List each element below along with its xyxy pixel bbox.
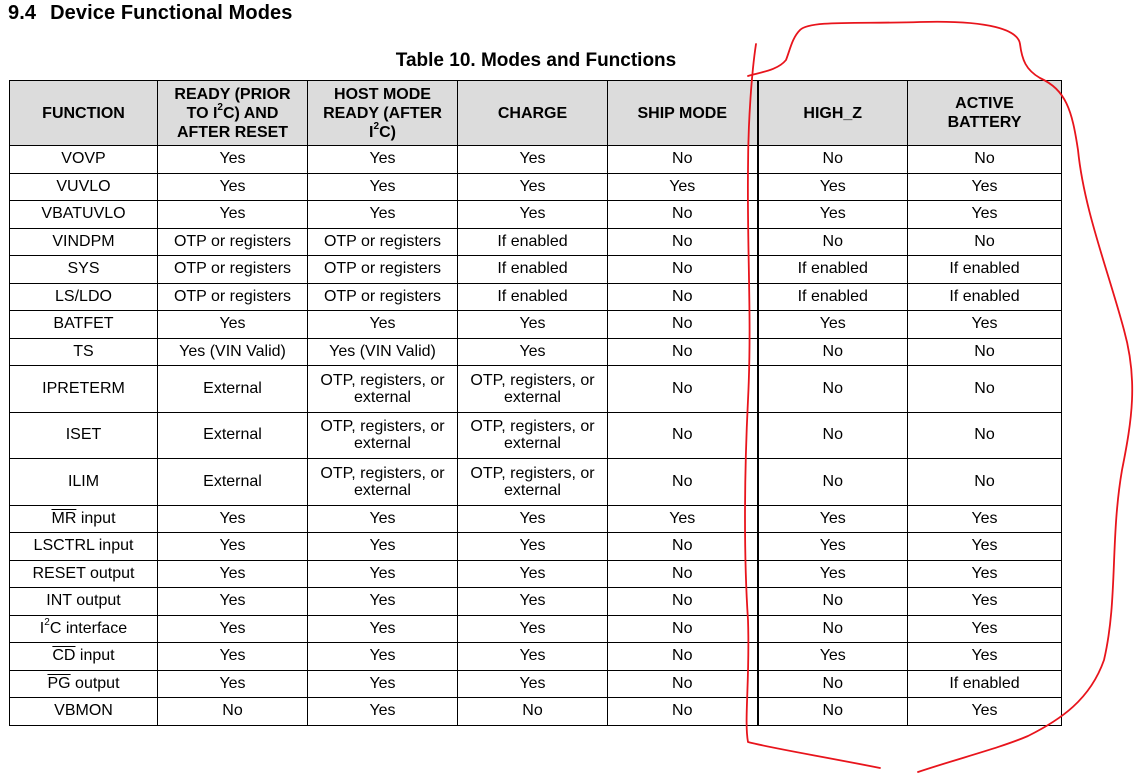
- table-title: Table 10. Modes and Functions: [395, 50, 677, 71]
- table-row: [10, 228, 1062, 256]
- value-cell: If enabled: [458, 283, 608, 311]
- header-ready-line2b: C) AND: [222, 104, 279, 122]
- value-cell: Yes: [758, 173, 908, 201]
- function-superscript: 2: [44, 617, 50, 629]
- table-row: [10, 366, 1062, 413]
- overbar-signal-name: $\overline{CD}$: [52, 647, 76, 665]
- value-cell: If enabled: [908, 670, 1062, 698]
- overbar-signal-name: $\overline{PG}$: [47, 674, 71, 692]
- value-cell: Yes: [308, 311, 458, 339]
- value-cell: No: [758, 228, 908, 256]
- function-cell: [10, 505, 158, 533]
- function-cell: VOVP: [10, 146, 158, 174]
- value-cell: No: [758, 412, 908, 459]
- value-cell: No: [758, 146, 908, 174]
- value-cell: Yes: [758, 201, 908, 229]
- table-row: [10, 459, 1062, 506]
- function-cell: [10, 615, 158, 643]
- header-host-line1: HOST MODE: [334, 85, 431, 103]
- value-cell: No: [608, 670, 758, 698]
- table-row: [10, 173, 1062, 201]
- value-cell: Yes: [908, 560, 1062, 588]
- value-cell: Yes: [458, 588, 608, 616]
- value-cell: No: [458, 698, 608, 726]
- value-cell: Yes: [458, 201, 608, 229]
- header-host-sup: 2: [373, 121, 380, 133]
- value-cell: If enabled: [458, 256, 608, 284]
- value-cell: Yes: [458, 670, 608, 698]
- header-ready-line1: READY (PRIOR: [174, 85, 291, 103]
- value-cell: Yes: [308, 173, 458, 201]
- function-cell: LS/LDO: [10, 283, 158, 311]
- function-suffix: output: [70, 674, 120, 692]
- value-cell: Yes: [908, 311, 1062, 339]
- value-cell: No: [608, 311, 758, 339]
- table-row: [10, 643, 1062, 671]
- value-cell: Yes: [458, 338, 608, 366]
- value-line: OTP, registers, or: [320, 418, 445, 436]
- value-cell: No: [908, 338, 1062, 366]
- function-suffix: input: [75, 647, 115, 665]
- value-cell: Yes: [458, 533, 608, 561]
- value-cell: No: [608, 338, 758, 366]
- value-cell: OTP or registers: [308, 256, 458, 284]
- function-suffix: input: [76, 509, 116, 527]
- value-line: OTP, registers, or: [470, 464, 595, 482]
- value-cell: No: [758, 588, 908, 616]
- value-cell: If enabled: [758, 283, 908, 311]
- table-row: [10, 698, 1062, 726]
- header-active-battery: [908, 81, 1062, 146]
- value-cell: Yes: [308, 146, 458, 174]
- value-cell: No: [758, 615, 908, 643]
- value-cell: No: [608, 412, 758, 459]
- overbar-signal-name: $\overline{MR}$: [51, 509, 77, 527]
- value-cell: Yes: [908, 173, 1062, 201]
- value-cell: No: [608, 615, 758, 643]
- value-cell: Yes: [308, 588, 458, 616]
- header-function: [10, 81, 158, 146]
- value-cell: Yes: [908, 698, 1062, 726]
- value-cell: Yes: [908, 505, 1062, 533]
- table-row: [10, 670, 1062, 698]
- value-cell: No: [608, 201, 758, 229]
- value-cell: No: [608, 560, 758, 588]
- value-cell: Yes: [608, 505, 758, 533]
- function-cell: SYS: [10, 256, 158, 284]
- value-cell: [458, 412, 608, 459]
- table-row: [10, 615, 1062, 643]
- value-cell: OTP or registers: [158, 228, 308, 256]
- value-cell: If enabled: [908, 283, 1062, 311]
- function-cell: LSCTRL input: [10, 533, 158, 561]
- function-cell: IPRETERM: [10, 366, 158, 413]
- value-cell: No: [758, 338, 908, 366]
- value-cell: Yes: [158, 533, 308, 561]
- section-number: 9.4: [8, 2, 37, 24]
- value-cell: No: [608, 366, 758, 413]
- value-cell: Yes: [308, 698, 458, 726]
- value-cell: [308, 366, 458, 413]
- value-cell: Yes: [458, 643, 608, 671]
- value-cell: Yes: [308, 201, 458, 229]
- table-row: [10, 588, 1062, 616]
- table-row: [10, 505, 1062, 533]
- header-ship-text: SHIP MODE: [637, 104, 727, 122]
- value-cell: Yes: [458, 615, 608, 643]
- table-row: [10, 201, 1062, 229]
- value-cell: No: [908, 228, 1062, 256]
- value-cell: No: [608, 283, 758, 311]
- table-row: [10, 311, 1062, 339]
- header-ready: [158, 81, 308, 146]
- value-line: external: [354, 481, 411, 499]
- value-cell: No: [908, 412, 1062, 459]
- value-cell: Yes: [308, 643, 458, 671]
- value-line: OTP, registers, or: [320, 371, 445, 389]
- table-row: [10, 338, 1062, 366]
- value-cell: Yes: [158, 311, 308, 339]
- value-cell: Yes: [158, 173, 308, 201]
- header-high-z: [758, 81, 908, 146]
- section-heading: [8, 2, 292, 25]
- value-cell: External: [158, 459, 308, 506]
- value-line: external: [354, 435, 411, 453]
- value-cell: Yes: [158, 615, 308, 643]
- value-cell: External: [158, 366, 308, 413]
- value-cell: No: [608, 698, 758, 726]
- value-cell: No: [758, 670, 908, 698]
- value-cell: Yes: [458, 173, 608, 201]
- value-cell: No: [758, 366, 908, 413]
- modes-functions-table: [9, 80, 1062, 726]
- function-cell: VBATUVLO: [10, 201, 158, 229]
- function-suffix: C interface: [49, 619, 128, 637]
- value-cell: Yes (VIN Valid): [308, 338, 458, 366]
- table-row: [10, 560, 1062, 588]
- header-active-line1: ACTIVE: [955, 95, 1014, 112]
- table-row: [10, 283, 1062, 311]
- value-cell: No: [608, 146, 758, 174]
- value-cell: Yes: [758, 311, 908, 339]
- value-cell: Yes (VIN Valid): [158, 338, 308, 366]
- value-cell: Yes: [458, 311, 608, 339]
- value-cell: Yes: [158, 146, 308, 174]
- value-cell: Yes: [758, 643, 908, 671]
- value-cell: No: [608, 256, 758, 284]
- table-row: [10, 533, 1062, 561]
- value-cell: No: [908, 459, 1062, 506]
- header-ship-mode: [608, 81, 758, 146]
- value-cell: Yes: [758, 560, 908, 588]
- value-cell: Yes: [458, 505, 608, 533]
- value-cell: External: [158, 412, 308, 459]
- value-cell: Yes: [908, 643, 1062, 671]
- value-cell: OTP or registers: [158, 256, 308, 284]
- table-row: [10, 146, 1062, 174]
- value-cell: Yes: [158, 643, 308, 671]
- table-body: [10, 146, 1062, 726]
- header-ready-line2a: TO I: [186, 104, 218, 122]
- header-host-line3b: C): [379, 123, 396, 141]
- value-line: external: [354, 388, 411, 406]
- value-cell: Yes: [758, 505, 908, 533]
- function-cell: [10, 670, 158, 698]
- header-row: [10, 81, 1062, 146]
- value-line: external: [504, 481, 561, 499]
- value-cell: No: [608, 588, 758, 616]
- function-cell: ISET: [10, 412, 158, 459]
- value-line: external: [504, 435, 561, 453]
- value-cell: No: [608, 459, 758, 506]
- value-line: OTP, registers, or: [470, 418, 595, 436]
- header-charge-text: CHARGE: [497, 104, 568, 122]
- function-cell: BATFET: [10, 311, 158, 339]
- value-cell: Yes: [308, 505, 458, 533]
- value-cell: Yes: [458, 560, 608, 588]
- function-cell: [10, 643, 158, 671]
- value-cell: Yes: [308, 533, 458, 561]
- function-cell: RESET output: [10, 560, 158, 588]
- section-title: Device Functional Modes: [50, 2, 293, 24]
- value-cell: OTP or registers: [158, 283, 308, 311]
- value-cell: No: [608, 533, 758, 561]
- value-cell: No: [908, 366, 1062, 413]
- value-cell: No: [608, 643, 758, 671]
- value-cell: No: [758, 459, 908, 506]
- function-cell: VBMON: [10, 698, 158, 726]
- value-cell: Yes: [908, 588, 1062, 616]
- value-cell: Yes: [908, 533, 1062, 561]
- value-cell: Yes: [908, 201, 1062, 229]
- value-cell: OTP or registers: [308, 228, 458, 256]
- value-cell: If enabled: [758, 256, 908, 284]
- header-ready-sup: 2: [217, 102, 223, 114]
- function-cell: INT output: [10, 588, 158, 616]
- value-cell: If enabled: [458, 228, 608, 256]
- function-prefix: I: [39, 619, 45, 637]
- value-line: OTP, registers, or: [470, 371, 595, 389]
- value-cell: Yes: [908, 615, 1062, 643]
- value-cell: If enabled: [908, 256, 1062, 284]
- value-cell: Yes: [308, 560, 458, 588]
- value-line: external: [504, 388, 561, 406]
- value-cell: Yes: [158, 201, 308, 229]
- header-active-line2: BATTERY: [947, 114, 1022, 131]
- value-cell: OTP or registers: [308, 283, 458, 311]
- value-cell: [458, 366, 608, 413]
- value-cell: [458, 459, 608, 506]
- value-cell: No: [908, 146, 1062, 174]
- value-cell: Yes: [158, 505, 308, 533]
- value-cell: Yes: [158, 670, 308, 698]
- value-cell: Yes: [158, 560, 308, 588]
- header-host-line2: READY (AFTER: [323, 104, 442, 122]
- function-cell: ILIM: [10, 459, 158, 506]
- header-function-text: FUNCTION: [42, 104, 125, 122]
- value-line: OTP, registers, or: [320, 464, 445, 482]
- value-cell: No: [758, 698, 908, 726]
- value-cell: Yes: [608, 173, 758, 201]
- value-cell: Yes: [308, 670, 458, 698]
- header-host-line3a: I: [369, 123, 374, 141]
- header-charge: [458, 81, 608, 146]
- header-ready-line3: AFTER RESET: [176, 123, 289, 141]
- header-high-z-text: HIGH_Z: [803, 104, 863, 122]
- header-host-mode: [308, 81, 458, 146]
- table-row: [10, 256, 1062, 284]
- value-cell: Yes: [308, 615, 458, 643]
- value-cell: [308, 459, 458, 506]
- table-row: [10, 412, 1062, 459]
- value-cell: Yes: [158, 588, 308, 616]
- value-cell: Yes: [758, 533, 908, 561]
- value-cell: No: [158, 698, 308, 726]
- value-cell: [308, 412, 458, 459]
- function-cell: VUVLO: [10, 173, 158, 201]
- function-cell: VINDPM: [10, 228, 158, 256]
- function-cell: TS: [10, 338, 158, 366]
- value-cell: No: [608, 228, 758, 256]
- value-cell: Yes: [458, 146, 608, 174]
